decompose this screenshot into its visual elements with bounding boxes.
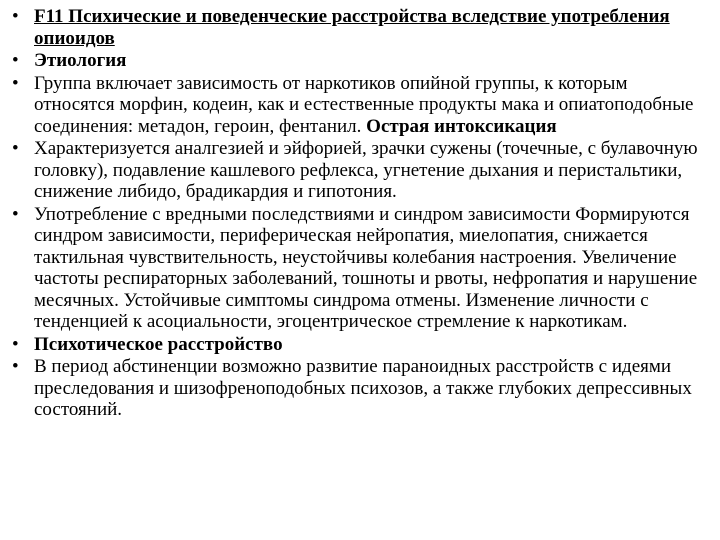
bullet-icon: • [12,72,19,94]
paragraph-group: Группа включает зависимость от наркотиков опийной группы, к которым относятся морфин, кодеин, как и естественные продукты мака и опиатоподобные соединения: метадон, героин, фентанил. [34,72,694,137]
bullet-icon: • [12,203,19,225]
list-item-abstinence [12,356,706,421]
paragraph-characteristics: Характеризуется аналгезией и эйфорией, зрачки сужены (точечные, с булавочную головку), подавление кашлевого рефлекса, угнетение дыхания и перистальтики, снижение либидо, брадикардия и гипотония. [34,138,698,202]
document-title: F11 Психические и поведенческие расстройства вследствие употребления опиоидов [34,6,670,49]
bullet-icon: • [12,356,19,377]
list-item-etiology [12,50,706,72]
bullet-icon: • [12,333,19,355]
list-item-psychotic [12,334,706,356]
list-item-characteristics [12,138,706,203]
section-heading-psychotic-disorder: Психотическое расстройство [34,333,283,355]
section-heading-etiology: Этиология [34,50,127,71]
list-item-title [12,6,706,49]
section-heading-acute-intoxication: Острая интоксикация [366,115,557,137]
bullet-list [12,6,706,421]
bullet-icon: • [12,6,19,27]
paragraph-harmful-use: Употребление с вредными последствиями и синдром зависимости Формируются синдром зависимости, периферическая нейропатия, миелопатия, снижается тактильная чувствительность, неустойчивы колебания настроения. Увеличение частоты респираторных заболеваний, тошноты и рвоты, нефропатия и нарушение месячных. Устойчивые симптомы синдрома отмены. Изменение личности с тенденцией к асоциальности, эгоцентрическое стремление к наркотикам. [34,203,698,332]
bullet-icon: • [12,50,19,71]
bullet-icon: • [12,138,19,159]
paragraph-abstinence: В период абстиненции возможно развитие параноидных расстройств с идеями преследования и шизофреноподобных психозов, а также глубоких депрессивных состояний. [34,356,692,420]
list-item-group [12,73,706,138]
list-item-harmful-use [12,204,706,333]
